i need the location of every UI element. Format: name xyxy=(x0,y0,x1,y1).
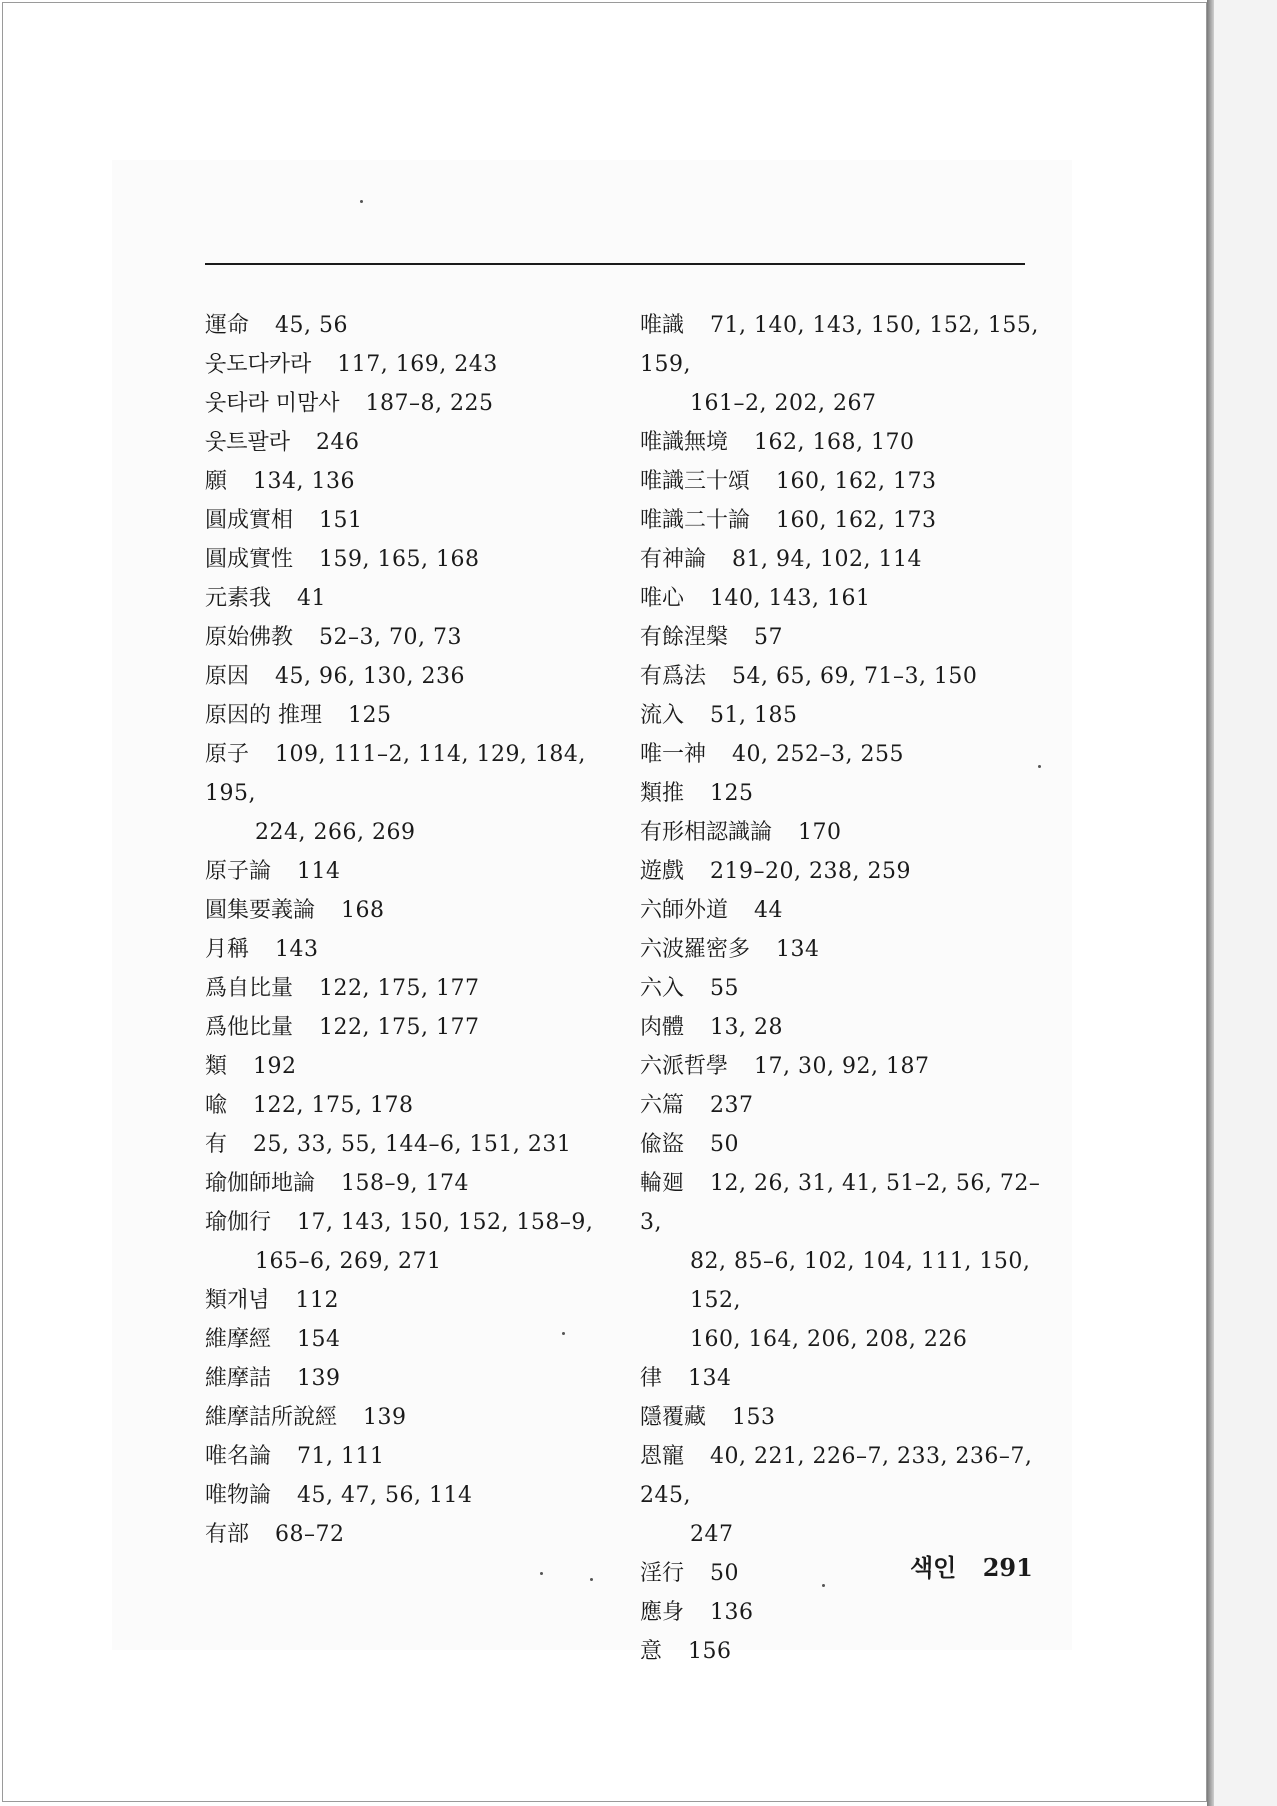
index-term: 淫行 xyxy=(640,1561,685,1586)
index-term: 有 xyxy=(205,1132,228,1157)
index-term: 肉體 xyxy=(640,1015,685,1040)
index-page-refs: 12, 26, 31, 41, 51–2, 56, 72–3, xyxy=(640,1171,1041,1235)
index-page-refs: 125 xyxy=(710,781,754,806)
index-page-refs: 161–2, 202, 267 xyxy=(690,391,877,416)
index-page-refs: 25, 33, 55, 144–6, 151, 231 xyxy=(253,1132,572,1157)
index-term: 月稱 xyxy=(205,937,250,962)
index-entry xyxy=(640,852,1060,891)
index-term: 六波羅密多 xyxy=(640,937,751,962)
index-entry xyxy=(205,696,635,735)
index-term: 有部 xyxy=(205,1522,250,1547)
index-page-refs: 45, 96, 130, 236 xyxy=(275,664,465,689)
index-page-refs: 139 xyxy=(363,1405,407,1430)
index-page-refs: 170 xyxy=(798,820,842,845)
index-entry xyxy=(640,306,1060,423)
index-page-refs-continued xyxy=(640,384,1060,423)
index-entry xyxy=(640,1047,1060,1086)
viewer-margin xyxy=(1214,0,1277,1806)
index-term: 恩寵 xyxy=(640,1444,685,1469)
index-term: 唯識 xyxy=(640,313,685,338)
index-page-refs: 40, 252–3, 255 xyxy=(732,742,904,767)
index-page-refs: 160, 164, 206, 208, 226 xyxy=(690,1327,968,1352)
index-entry xyxy=(205,1203,635,1281)
index-page-refs: 140, 143, 161 xyxy=(710,586,871,611)
index-entry xyxy=(640,813,1060,852)
index-entry xyxy=(640,540,1060,579)
index-entry xyxy=(205,501,635,540)
index-page-refs: 151 xyxy=(319,508,363,533)
index-page-refs: 82, 85–6, 102, 104, 111, 150, 152, xyxy=(690,1249,1031,1313)
index-term: 偸盜 xyxy=(640,1132,685,1157)
index-term: 願 xyxy=(205,469,228,494)
index-page-refs: 160, 162, 173 xyxy=(776,469,937,494)
index-page-refs-continued xyxy=(640,1320,1060,1359)
index-term: 喩 xyxy=(205,1093,228,1118)
index-entry xyxy=(205,1398,635,1437)
index-page-refs: 134 xyxy=(776,937,820,962)
index-entry xyxy=(640,1008,1060,1047)
index-page-refs: 156 xyxy=(688,1639,732,1664)
index-entry xyxy=(205,969,635,1008)
index-entry xyxy=(205,1476,635,1515)
index-entry xyxy=(640,1359,1060,1398)
index-page-refs: 122, 175, 178 xyxy=(253,1093,414,1118)
index-term: 維摩詰所說經 xyxy=(205,1405,338,1430)
index-term: 有餘涅槃 xyxy=(640,625,729,650)
index-term: 律 xyxy=(640,1366,663,1391)
index-entry xyxy=(205,1047,635,1086)
scan-speck xyxy=(360,200,363,203)
scan-speck xyxy=(540,1572,543,1575)
index-page-refs: 57 xyxy=(754,625,784,650)
index-page-refs: 51, 185 xyxy=(710,703,798,728)
header-rule xyxy=(205,263,1025,265)
index-entry xyxy=(205,1008,635,1047)
index-term: 六派哲學 xyxy=(640,1054,729,1079)
index-term: 六師外道 xyxy=(640,898,729,923)
index-entry xyxy=(640,657,1060,696)
index-page-refs: 41 xyxy=(297,586,327,611)
index-term: 瑜伽行 xyxy=(205,1210,272,1235)
index-page-refs: 68–72 xyxy=(275,1522,345,1547)
index-page-refs: 55 xyxy=(710,976,740,1001)
index-page-refs: 40, 221, 226–7, 233, 236–7, 245, xyxy=(640,1444,1033,1508)
index-entry xyxy=(205,657,635,696)
index-term: 原因 xyxy=(205,664,250,689)
index-page-refs: 17, 30, 92, 187 xyxy=(754,1054,930,1079)
index-column-left xyxy=(205,306,635,1554)
index-term: 維摩經 xyxy=(205,1327,272,1352)
index-entry xyxy=(640,579,1060,618)
index-term: 웃트팔라 xyxy=(205,430,291,455)
index-page-refs-continued xyxy=(205,1242,635,1281)
index-entry xyxy=(205,384,635,423)
index-entry xyxy=(205,1281,635,1320)
scan-speck xyxy=(590,1578,593,1581)
index-entry xyxy=(640,1164,1060,1359)
index-page-refs: 17, 143, 150, 152, 158–9, xyxy=(297,1210,594,1235)
index-entry xyxy=(205,1125,635,1164)
index-term: 遊戲 xyxy=(640,859,685,884)
index-page-refs: 45, 47, 56, 114 xyxy=(297,1483,473,1508)
index-entry xyxy=(205,891,635,930)
index-term: 類推 xyxy=(640,781,685,806)
index-page-refs: 109, 111–2, 114, 129, 184, 195, xyxy=(205,742,586,806)
index-page-refs: 162, 168, 170 xyxy=(754,430,915,455)
index-term: 有神論 xyxy=(640,547,707,572)
index-page-refs-continued xyxy=(205,813,635,852)
index-page-refs: 246 xyxy=(316,430,360,455)
index-page-refs: 122, 175, 177 xyxy=(319,1015,480,1040)
index-page-refs: 224, 266, 269 xyxy=(255,820,416,845)
index-term: 瑜伽師地論 xyxy=(205,1171,316,1196)
index-entry xyxy=(205,1086,635,1125)
index-page-refs: 219–20, 238, 259 xyxy=(710,859,911,884)
index-entry xyxy=(205,1164,635,1203)
index-term: 唯識二十論 xyxy=(640,508,751,533)
index-entry xyxy=(205,1359,635,1398)
index-term: 隱覆藏 xyxy=(640,1405,707,1430)
index-term: 原因的 推理 xyxy=(205,703,322,728)
index-page-refs: 45, 56 xyxy=(275,313,348,338)
index-entry xyxy=(205,1437,635,1476)
index-entry xyxy=(640,462,1060,501)
index-entry xyxy=(205,930,635,969)
index-entry xyxy=(205,462,635,501)
index-term: 應身 xyxy=(640,1600,685,1625)
index-entry xyxy=(640,774,1060,813)
index-entry xyxy=(205,540,635,579)
index-page-refs: 50 xyxy=(710,1132,740,1157)
index-page-refs: 50 xyxy=(710,1561,740,1586)
index-page-refs: 71, 111 xyxy=(297,1444,385,1469)
index-page-refs: 122, 175, 177 xyxy=(319,976,480,1001)
index-term: 原子 xyxy=(205,742,250,767)
index-page-refs: 158–9, 174 xyxy=(341,1171,469,1196)
index-entry xyxy=(640,501,1060,540)
index-page-refs: 192 xyxy=(253,1054,297,1079)
index-column-right xyxy=(640,306,1060,1671)
index-entry xyxy=(640,1632,1060,1671)
index-entry xyxy=(640,1398,1060,1437)
index-term: 六入 xyxy=(640,976,685,1001)
index-page-refs: 44 xyxy=(754,898,784,923)
index-entry xyxy=(640,618,1060,657)
index-term: 原子論 xyxy=(205,859,272,884)
index-term: 類개념 xyxy=(205,1288,270,1313)
index-term: 流入 xyxy=(640,703,685,728)
index-page-refs: 187–8, 225 xyxy=(365,391,494,416)
index-page-refs: 54, 65, 69, 71–3, 150 xyxy=(732,664,978,689)
index-term: 六篇 xyxy=(640,1093,685,1118)
index-entry xyxy=(205,1515,635,1554)
index-entry xyxy=(640,1593,1060,1632)
index-page-refs: 247 xyxy=(690,1522,734,1547)
index-page-refs: 159, 165, 168 xyxy=(319,547,480,572)
index-entry xyxy=(640,930,1060,969)
index-entry xyxy=(205,852,635,891)
index-entry xyxy=(205,423,635,462)
index-term: 圓成實性 xyxy=(205,547,294,572)
index-page-refs: 112 xyxy=(295,1288,340,1313)
index-page-refs: 160, 162, 173 xyxy=(776,508,937,533)
index-entry xyxy=(640,735,1060,774)
index-page-refs: 117, 169, 243 xyxy=(337,352,498,377)
index-term: 웃타라 미맘사 xyxy=(205,391,340,416)
index-page-refs: 237 xyxy=(710,1093,754,1118)
index-page-refs: 154 xyxy=(297,1327,341,1352)
index-entry xyxy=(640,969,1060,1008)
index-entry xyxy=(205,735,635,852)
index-term: 元素我 xyxy=(205,586,272,611)
index-page-refs: 125 xyxy=(348,703,392,728)
index-term: 圓成實相 xyxy=(205,508,294,533)
index-entry xyxy=(640,1086,1060,1125)
index-entry xyxy=(205,579,635,618)
index-entry xyxy=(640,1125,1060,1164)
index-page-refs: 136 xyxy=(710,1600,754,1625)
index-term: 有形相認識論 xyxy=(640,820,773,845)
index-term: 爲他比量 xyxy=(205,1015,294,1040)
index-entry xyxy=(640,696,1060,735)
index-term: 運命 xyxy=(205,313,250,338)
index-page-refs: 139 xyxy=(297,1366,341,1391)
index-entry xyxy=(205,306,635,345)
index-term: 웃도다카라 xyxy=(205,352,312,377)
page-number: 291 xyxy=(982,1553,1033,1582)
index-page-refs: 71, 140, 143, 150, 152, 155, 159, xyxy=(640,313,1039,377)
page-edge-shadow xyxy=(1207,0,1214,1806)
index-term: 唯物論 xyxy=(205,1483,272,1508)
index-page-refs: 134, 136 xyxy=(253,469,355,494)
index-page-refs: 81, 94, 102, 114 xyxy=(732,547,922,572)
index-entry xyxy=(205,345,635,384)
index-page-refs: 165–6, 269, 271 xyxy=(255,1249,442,1274)
index-term: 有爲法 xyxy=(640,664,707,689)
index-page-refs: 153 xyxy=(732,1405,776,1430)
index-entry xyxy=(640,1437,1060,1554)
index-page-refs: 168 xyxy=(341,898,385,923)
index-page-refs-continued xyxy=(640,1242,1060,1320)
index-term: 爲自比量 xyxy=(205,976,294,1001)
index-entry xyxy=(205,618,635,657)
index-entry xyxy=(205,1320,635,1359)
index-term: 原始佛教 xyxy=(205,625,294,650)
index-term: 類 xyxy=(205,1054,228,1079)
index-term: 唯識三十頌 xyxy=(640,469,751,494)
index-term: 唯心 xyxy=(640,586,685,611)
footer-label: 색인 xyxy=(910,1553,957,1582)
index-page-refs: 52–3, 70, 73 xyxy=(319,625,462,650)
index-term: 意 xyxy=(640,1639,663,1664)
index-page-refs: 114 xyxy=(297,859,341,884)
index-entry xyxy=(640,891,1060,930)
index-term: 輪廻 xyxy=(640,1171,685,1196)
index-term: 唯名論 xyxy=(205,1444,272,1469)
index-page-refs: 134 xyxy=(688,1366,732,1391)
index-term: 唯識無境 xyxy=(640,430,729,455)
index-term: 維摩詰 xyxy=(205,1366,272,1391)
index-page-refs: 143 xyxy=(275,937,319,962)
index-term: 圓集要義論 xyxy=(205,898,316,923)
index-term: 唯一神 xyxy=(640,742,707,767)
index-page-refs: 13, 28 xyxy=(710,1015,783,1040)
index-entry xyxy=(640,423,1060,462)
page-footer xyxy=(910,1548,1033,1583)
